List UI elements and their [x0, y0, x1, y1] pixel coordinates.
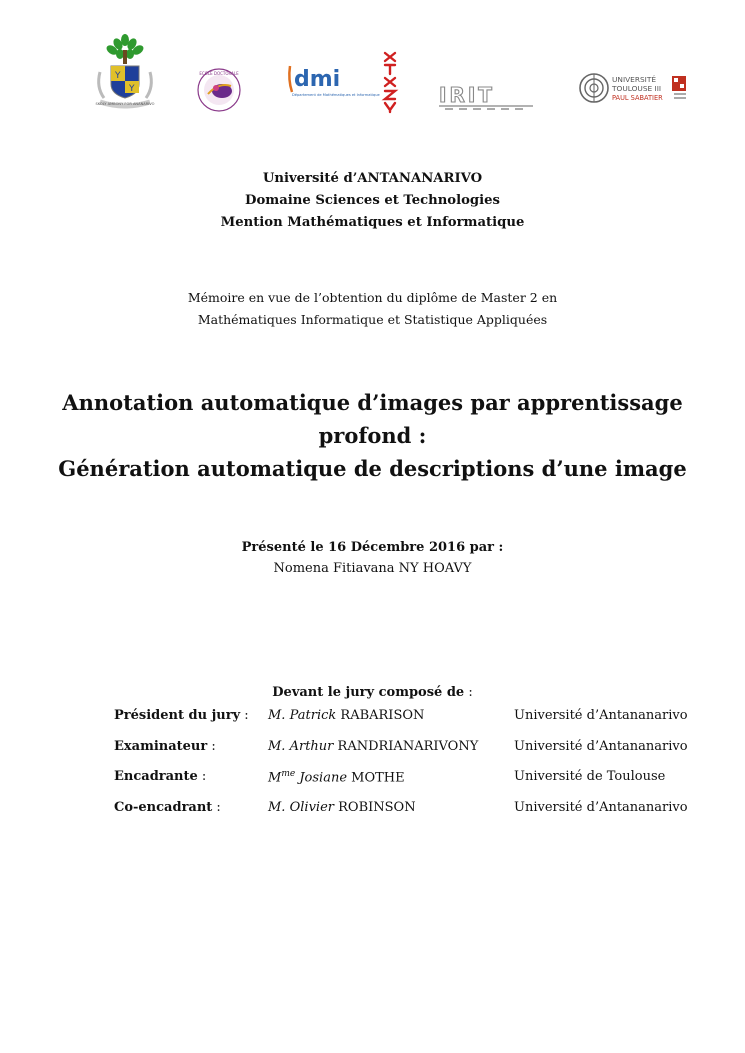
university-name: Université d’ANTANANARIVO	[262, 171, 483, 186]
jury-role: Encadrante :	[114, 769, 207, 784]
ecole-doctorale-text: ECOLE DOCTORALE	[199, 71, 239, 76]
svg-text:Y: Y	[115, 71, 121, 81]
jury-member-name: M. Arthur RANDRIANARIVONY	[268, 738, 479, 754]
jury-member-name: M. Patrick RABARISON	[268, 708, 425, 723]
jury-role: Co-encadrant :	[114, 799, 221, 815]
university-antananarivo-logo	[94, 32, 156, 112]
mention-name: Mention Mathématiques et Informatique	[220, 215, 525, 230]
thesis-title	[0, 386, 745, 485]
title-line-2: profond :	[318, 423, 427, 448]
svg-text:Y: Y	[129, 84, 135, 94]
ut3-line3: PAUL SABATIER	[612, 94, 663, 102]
university-header	[0, 168, 745, 234]
univ-motto: SKOLY AMBONY FOR ANANARIVO	[95, 102, 155, 106]
presented-label: Présenté le 16 Décembre 2016 par :	[241, 540, 504, 555]
irit-logo	[437, 82, 535, 112]
irit-text: IRIT	[439, 83, 495, 107]
jury-role: Examinateur :	[114, 738, 216, 754]
memoire-line-2: Mathématiques Informatique et Statistique Appliquées	[197, 312, 548, 327]
jury-affiliation: Université d’Antananarivo	[514, 708, 688, 723]
ecole-doctorale-logo	[195, 66, 243, 114]
jury-heading	[0, 684, 745, 702]
lab-vertical-logo	[383, 50, 397, 112]
memoire-statement	[0, 287, 745, 331]
ut3-line2: TOULOUSE III	[612, 84, 662, 93]
author-name: Nomena Fitiavana NY HOAVY	[273, 561, 472, 576]
title-line-1: Annotation automatique d’images par apprentissage	[62, 390, 683, 415]
dmi-subtitle: Département de Mathématiques et Informatique	[292, 93, 380, 97]
logo-row	[90, 30, 700, 115]
domain-name: Domaine Sciences et Technologies	[245, 193, 500, 208]
jury-member-name: M. Olivier ROBINSON	[268, 799, 416, 815]
jury-role: Président du jury :	[114, 708, 249, 723]
title-line-3: Génération automatique de descriptions d’une image	[58, 456, 687, 481]
jury-affiliation: Université d’Antananarivo	[514, 738, 688, 754]
jury-heading-colon: :	[464, 685, 473, 700]
memoire-line-1: Mémoire en vue de l’obtention du diplôme de Master 2 en	[187, 290, 558, 305]
toulouse-university-logo	[578, 72, 690, 104]
jury-affiliation: Université d’Antananarivo	[514, 799, 688, 815]
jury-heading-label: Devant le jury composé de	[272, 685, 465, 700]
ut3-line1: UNIVERSITÉ	[612, 75, 657, 84]
jury-member-name: $M^{me}$ Josiane MOTHE	[268, 769, 405, 786]
presentation-block	[0, 537, 745, 579]
dmi-text: dmi	[294, 67, 341, 92]
jury-affiliation: Université de Toulouse	[514, 769, 666, 784]
dmi-logo	[286, 60, 380, 104]
